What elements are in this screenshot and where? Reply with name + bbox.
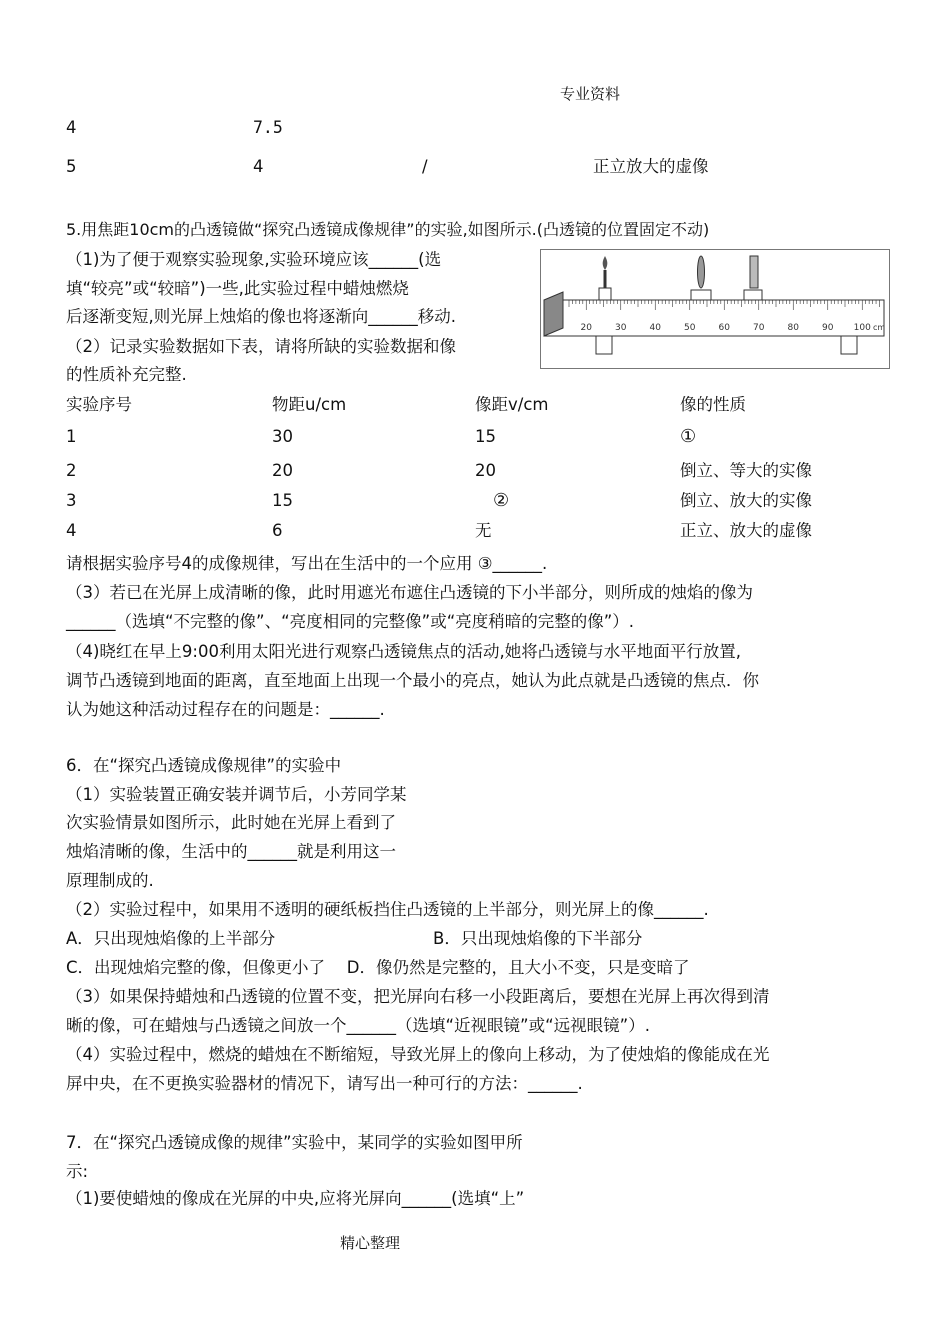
table-cell: 4 [66, 521, 77, 540]
paragraph-line: 请根据实验序号4的成像规律，写出在生活中的一个应用 ③______. [66, 554, 548, 573]
question-title: 5.用焦距10cm的凸透镜做“探究凸透镜成像规律”的实验,如图所示.(凸透镜的位置固定不动) [66, 220, 710, 239]
table-cell: 2 [66, 461, 77, 480]
paragraph-line: 原理制成的. [66, 871, 154, 890]
table-header-cell: 像距v/cm [475, 395, 549, 414]
ruler-label: 30 [615, 323, 627, 333]
ruler-label: 50 [684, 323, 696, 333]
table-cell: 正立、放大的虚像 [680, 521, 812, 540]
table-cell: 4 [253, 157, 264, 176]
lens-holder [691, 290, 711, 300]
paragraph-line: （4)晓红在早上9:00利用太阳光进行观察凸透镜焦点的活动,她将凸透镜与水平地面平行放置, [66, 642, 741, 661]
screen-holder [744, 290, 762, 300]
convex-lens [698, 256, 705, 288]
ruler-label: 80 [787, 323, 799, 333]
question-title: 6．在“探究凸透镜成像规律”的实验中 [66, 756, 342, 775]
paragraph-line: 示: [66, 1162, 89, 1181]
paragraph-line: 次实验情景如图所示，此时她在光屏上看到了 [66, 813, 396, 832]
ruler-label: 20 [580, 323, 592, 333]
paragraph-line: （2）记录实验数据如下表，请将所缺的实验数据和像 [66, 337, 456, 356]
bench-leg-left [596, 336, 612, 354]
ruler-label: 90 [822, 323, 834, 333]
ruler-label: 70 [753, 323, 765, 333]
paragraph-line: （4）实验过程中，燃烧的蜡烛在不断缩短，导致光屏上的像向上移动，为了使烛焰的像能成在光 [66, 1045, 770, 1064]
table-cell: 15 [272, 491, 293, 510]
paragraph-line: 调节凸透镜到地面的距离，直至地面上出现一个最小的亮点，她认为此点就是凸透镜的焦点．你 [66, 671, 759, 690]
table-cell: 20 [475, 461, 496, 480]
light-screen [750, 256, 758, 288]
paragraph-line: 后逐渐变短,则光屏上烛焰的像也将逐渐向______移动. [66, 307, 456, 326]
page-footer: 精心整理 [340, 1234, 401, 1252]
option-a: A．只出现烛焰像的上半部分 [66, 929, 276, 948]
paragraph-line: （1)为了便于观察实验现象,实验环境应该______(选 [66, 250, 442, 269]
table-cell: 倒立、等大的实像 [680, 461, 812, 480]
table-cell: 6 [272, 521, 283, 540]
ruler-labels [581, 323, 872, 333]
candle-holder [599, 288, 611, 300]
table-cell: 无 [475, 521, 492, 540]
paragraph-line: 晰的像，可在蜡烛与凸透镜之间放一个______（选填“近视眼镜”或“远视眼镜”）. [66, 1016, 650, 1035]
ruler-label: 100 [853, 323, 871, 333]
paragraph-line: 屏中央，在不更换实验器材的情况下，请写出一种可行的方法：______. [66, 1074, 583, 1093]
candle-flame [603, 256, 608, 270]
bench-leg-right [841, 336, 857, 354]
table-header-cell: 像的性质 [680, 395, 746, 414]
paragraph-line: ______（选填“不完整的像”、“亮度相同的完整像”或“亮度稍暗的完整的像”）. [66, 612, 635, 631]
ruler-unit: cm [873, 323, 886, 332]
table-cell: 20 [272, 461, 293, 480]
page-header: 专业资料 [560, 85, 621, 103]
table-header-cell: 实验序号 [66, 395, 132, 414]
table-cell: 30 [272, 427, 293, 446]
table-cell: 15 [475, 427, 496, 446]
optical-bench-figure [540, 249, 890, 369]
table-header-cell: 物距u/cm [272, 395, 347, 414]
table-cell: 3 [66, 491, 77, 510]
ruler-label: 60 [718, 323, 730, 333]
table-cell: 7.5 [253, 118, 283, 137]
table-cell: 1 [66, 427, 77, 446]
paragraph-line: 填“较亮”或“较暗”)一些,此实验过程中蜡烛燃烧 [66, 279, 409, 298]
ruler-label: 40 [649, 323, 661, 333]
paragraph-line: 的性质补充完整. [66, 365, 187, 384]
paragraph-line: （3）如果保持蜡烛和凸透镜的位置不变，把光屏向右移一小段距离后，要想在光屏上再次得到清 [66, 987, 770, 1006]
table-cell: ② [493, 490, 510, 511]
option-c-d: C．出现烛焰完整的像，但像更小了 D．像仍然是完整的，且大小不变，只是变暗了 [66, 958, 690, 977]
paragraph-line: 烛焰清晰的像，生活中的______就是利用这一 [66, 842, 396, 861]
option-b: B．只出现烛焰像的下半部分 [433, 929, 643, 948]
paragraph-line: （1）实验装置正确安装并调节后，小芳同学某 [66, 785, 407, 804]
paragraph-line: （1)要使蜡烛的像成在光屏的中央,应将光屏向______(选填“上” [66, 1189, 525, 1208]
paragraph-line: （3）若已在光屏上成清晰的像，此时用遮光布遮住凸透镜的下小半部分，则所成的烛焰的像为 [66, 583, 753, 602]
table-cell: ① [680, 426, 697, 447]
table-cell: 5 [66, 157, 77, 176]
table-cell: 倒立、放大的实像 [680, 491, 812, 510]
table-cell: 4 [66, 118, 77, 137]
optical-bench-drawing [541, 250, 889, 368]
table-cell: / [422, 157, 428, 176]
table-cell: 正立放大的虚像 [593, 157, 709, 176]
paragraph-line: 认为她这种活动过程存在的问题是：______. [66, 700, 385, 719]
paragraph-line: （2）实验过程中，如果用不透明的硬纸板挡住凸透镜的上半部分，则光屏上的像______. [66, 900, 709, 919]
bench-end [544, 292, 563, 336]
question-title: 7．在“探究凸透镜成像的规律”实验中，某同学的实验如图甲所 [66, 1133, 523, 1152]
